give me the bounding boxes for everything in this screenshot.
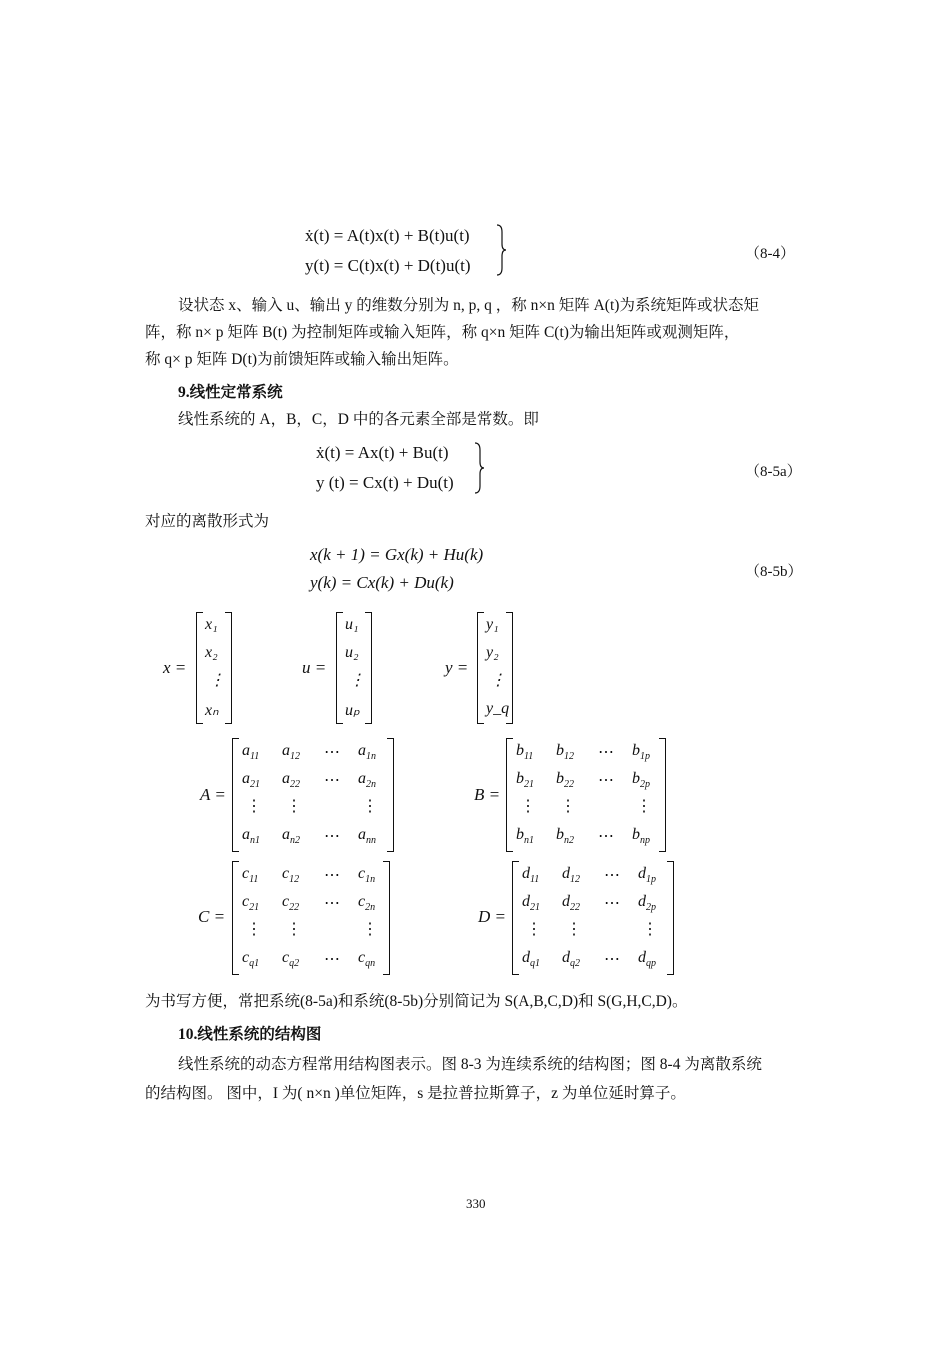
matrix-C-cell: ⋯ [324, 895, 340, 912]
matrix-C-cell: ⋯ [324, 951, 340, 968]
section-10-line1: 线性系统的动态方程常用结构图表示。图 8-3 为连续系统的结构图；图 8-4 为离散系统 [178, 1056, 762, 1073]
matrix-A-cell: $a_{11}$ [242, 742, 260, 763]
para1-line1: 设状态 x、输入 u、输出 y 的维数分别为 n, p, q ，称 n×n 矩阵 A(t)为系统矩阵或状态矩 [178, 297, 759, 314]
brace-8-4 [496, 224, 504, 276]
matrix-B-label: B = [474, 785, 501, 804]
para1-line2: 阵，称 n× p 矩阵 B(t) 为控制矩阵或输入矩阵，称 q×n 矩阵 C(t)为输出矩阵或观测矩阵， [145, 324, 740, 341]
matrix-D-cell: ⋯ [604, 895, 620, 912]
matrix-B-cell: ⋮ [560, 798, 576, 815]
eq-8-4-number: （8-4） [745, 246, 795, 262]
matrix-A-label: A = [200, 785, 226, 804]
matrix-A-cell: $a_{21}$ [242, 770, 260, 791]
matrix-C-cell: ⋮ [362, 921, 378, 938]
matrix-A-cell: ⋮ [286, 798, 302, 815]
matrix-B-cell: ⋯ [598, 744, 614, 761]
matrix-B-cell: $b_{11}$ [516, 742, 534, 763]
matrix-B-cell: $b_{n2}$ [556, 826, 574, 847]
vector-y: y₁ y₂ ⋮ y_q [477, 612, 513, 724]
eq-8-4-line1: ẋ(t) = A(t)x(t) + B(t)u(t) [305, 226, 470, 245]
matrix-D-cell: ⋮ [526, 921, 542, 938]
matrix-D-cell: ⋮ [566, 921, 582, 938]
matrix-D-cell: ⋮ [642, 921, 658, 938]
matrix-A-cell: ⋯ [324, 772, 340, 789]
matrix-B-cell: $b_{n1}$ [516, 826, 534, 847]
matrix-B-cell: ⋮ [636, 798, 652, 815]
matrix-C-cell: ⋮ [286, 921, 302, 938]
eq-8-5a-number: （8-5a） [745, 464, 802, 480]
vector-y-label: y = [445, 658, 469, 677]
matrix-D-cell: ⋯ [604, 951, 620, 968]
matrix-B-cell: ⋮ [520, 798, 536, 815]
matrix-B [506, 738, 666, 852]
para1-line3: 称 q× p 矩阵 D(t)为前馈矩阵或输入输出矩阵。 [145, 351, 459, 368]
matrix-A-cell: ⋯ [324, 744, 340, 761]
matrix-A [232, 738, 394, 852]
matrix-A-cell: ⋮ [362, 798, 378, 815]
matrix-A-cell: $a_{1n}$ [358, 742, 376, 763]
vector-x-label: x = [163, 658, 187, 677]
matrix-D-cell: $d_{21}$ [522, 893, 540, 914]
matrix-C-cell: ⋯ [324, 867, 340, 884]
matrix-D-cell: $d_{1p}$ [638, 865, 656, 886]
matrix-C-cell: $c_{q1}$ [242, 949, 260, 970]
matrix-D-cell: $d_{22}$ [562, 893, 580, 914]
matrix-A-cell: $a_{nn}$ [358, 826, 376, 847]
brace-8-5a [474, 442, 484, 494]
matrix-D-cell: $d_{q2}$ [562, 949, 580, 970]
matrix-C-cell: $c_{q2}$ [282, 949, 300, 970]
matrix-A-cell: ⋮ [246, 798, 262, 815]
matrix-B-cell: ⋯ [598, 772, 614, 789]
matrix-B-cell: $b_{12}$ [556, 742, 574, 763]
eq-8-5b-number: （8-5b） [745, 564, 803, 580]
eq-8-5a-line1: ẋ(t) = Ax(t) + Bu(t) [316, 443, 449, 462]
section-9-text: 线性系统的 A，B，C，D 中的各元素全部是常数。即 [178, 411, 539, 428]
matrix-D-label: D = [478, 907, 506, 926]
matrix-A-cell: $a_{n1}$ [242, 826, 260, 847]
matrix-C-cell: $c_{2n}$ [358, 893, 376, 914]
matrix-A-cell: $a_{22}$ [282, 770, 300, 791]
matrix-B-cell: $b_{22}$ [556, 770, 574, 791]
eq-8-5b-line1: x(k + 1) = Gx(k) + Hu(k) [310, 545, 484, 564]
matrix-A-cell: $a_{2n}$ [358, 770, 376, 791]
matrix-C-cell: $c_{qn}$ [358, 949, 376, 970]
matrix-A-cell: ⋯ [324, 828, 340, 845]
matrix-D-cell: $d_{11}$ [522, 865, 540, 886]
matrix-D-cell: $d_{qp}$ [638, 949, 656, 970]
section-10-line2: 的结构图。 图中，I 为( n×n )单位矩阵，s 是拉普拉斯算子，z 为单位延时算子。 [145, 1085, 686, 1102]
matrix-C-cell: $c_{12}$ [282, 865, 300, 886]
matrix-A-cell: $a_{12}$ [282, 742, 300, 763]
discrete-intro: 对应的离散形式为 [145, 513, 270, 530]
matrix-C-cell: $c_{1n}$ [358, 865, 376, 886]
matrix-D-cell: ⋯ [604, 867, 620, 884]
eq-8-5b-line2: y(k) = Cx(k) + Du(k) [310, 573, 454, 592]
matrix-B-cell: $b_{1p}$ [632, 742, 650, 763]
vector-u: u₁ u₂ ⋮ uₚ [336, 612, 372, 724]
vector-u-label: u = [302, 658, 327, 677]
matrix-B-cell: $b_{2p}$ [632, 770, 650, 791]
matrix-D [512, 861, 674, 975]
matrix-B-cell: $b_{21}$ [516, 770, 534, 791]
matrix-B-cell: ⋯ [598, 828, 614, 845]
matrix-C-cell: $c_{11}$ [242, 865, 259, 886]
eq-8-5a-line2: y (t) = Cx(t) + Du(t) [316, 473, 454, 492]
vector-x: x₁ x₂ ⋮ xₙ [196, 612, 232, 724]
matrix-B-cell: $b_{np}$ [632, 826, 650, 847]
section-9-title: 9.线性定常系统 [178, 384, 283, 401]
matrix-A-cell: $a_{n2}$ [282, 826, 300, 847]
eq-8-4-line2: y(t) = C(t)x(t) + D(t)u(t) [305, 256, 471, 275]
page-number: 330 [466, 1196, 486, 1211]
para2: 为书写方便，常把系统(8-5a)和系统(8-5b)分别简记为 S(A,B,C,D)和 S(G,H,C,D)。 [145, 993, 688, 1010]
section-10-title: 10.线性系统的结构图 [178, 1026, 322, 1043]
matrix-D-cell: $d_{12}$ [562, 865, 580, 886]
matrix-C-cell: $c_{22}$ [282, 893, 300, 914]
matrix-C-cell: $c_{21}$ [242, 893, 260, 914]
matrix-D-cell: $d_{2p}$ [638, 893, 656, 914]
matrix-C-cell: ⋮ [246, 921, 262, 938]
matrix-C-label: C = [198, 907, 226, 926]
matrix-D-cell: $d_{q1}$ [522, 949, 540, 970]
matrix-C [232, 861, 390, 975]
